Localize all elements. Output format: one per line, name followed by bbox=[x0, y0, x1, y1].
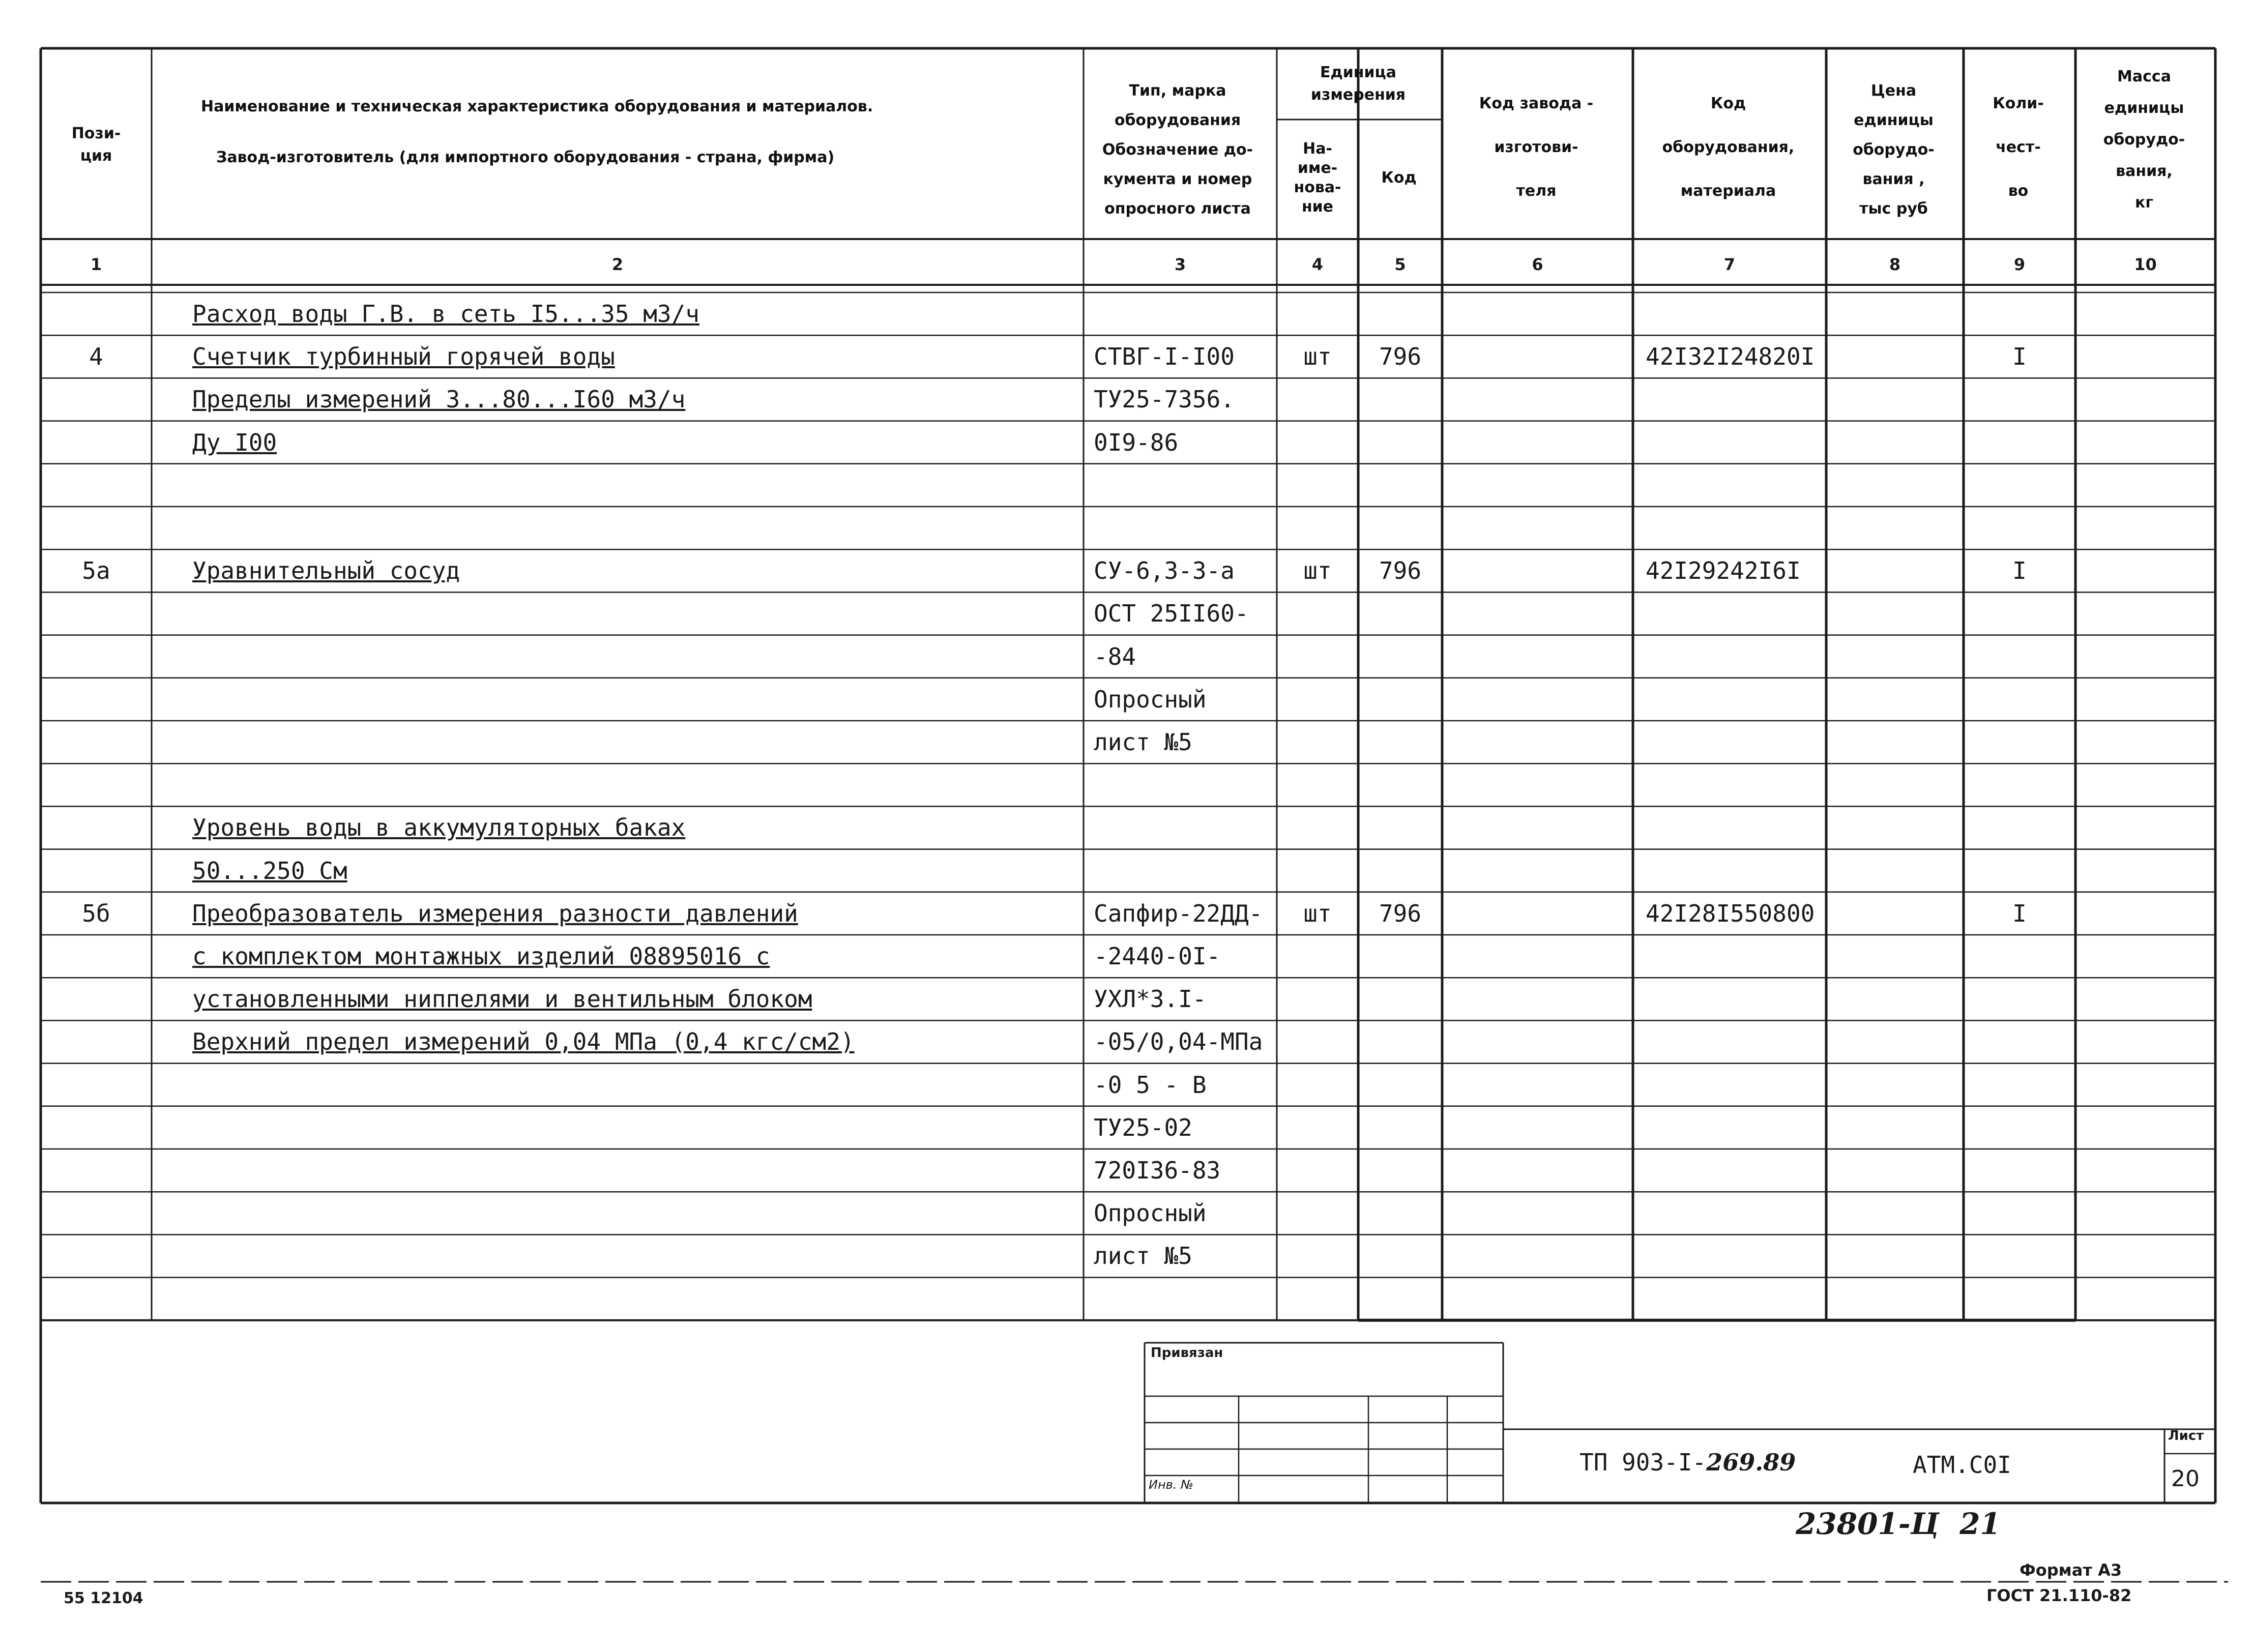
cell-type: -05/0,04-МПа bbox=[1094, 1028, 1263, 1056]
standard-label: ГОСТ 21.110-82 bbox=[1986, 1586, 2132, 1605]
column-number: 7 bbox=[1723, 255, 1736, 274]
cell-equipment-code: 42I32I24820I bbox=[1646, 343, 1815, 371]
cell-unit: шт bbox=[1303, 557, 1332, 585]
left-code: 55 12104 bbox=[64, 1589, 143, 1607]
handwritten-registration-number: 23801-Ц 21 bbox=[1796, 1507, 2001, 1541]
cell-unit-code: 796 bbox=[1379, 899, 1422, 927]
cell-type: СТВГ-I-I00 bbox=[1094, 343, 1235, 371]
cell-type: СУ-6,3-3-а bbox=[1094, 557, 1235, 585]
cell-type: ОСТ 25II60- bbox=[1094, 600, 1249, 628]
sheet-label: Лист bbox=[2168, 1428, 2204, 1443]
cell-type: УХЛ*3.I- bbox=[1094, 985, 1207, 1013]
header-name-line2: Завод-изготовитель (для импортного оборудования - страна, фирма) bbox=[216, 149, 835, 166]
cell-type: -2440-0I- bbox=[1094, 942, 1221, 970]
cell-quantity: I bbox=[2012, 343, 2027, 371]
header-equipment-code: Код оборудования, материала bbox=[1662, 95, 1795, 200]
document-code-handwritten: 269.89 bbox=[1706, 1449, 1796, 1476]
header-unit-group: Единица измерения bbox=[1310, 64, 1406, 104]
cell-name: установленными ниппелями и вентильным блоком bbox=[192, 985, 812, 1013]
cell-unit-code: 796 bbox=[1379, 343, 1422, 371]
cell-quantity: I bbox=[2012, 899, 2027, 927]
cell-name: Верхний предел измерений 0,04 МПа (0,4 кгс/см2) bbox=[192, 1028, 855, 1056]
header-name-line1: Наименование и техническая характеристика оборудования и материалов. bbox=[201, 98, 873, 115]
column-number: 6 bbox=[1532, 255, 1543, 274]
cell-type: 720I36-83 bbox=[1094, 1157, 1221, 1184]
header-unit-code: Код bbox=[1381, 169, 1417, 187]
header-mass: Масса единицы оборудо- вания, кг bbox=[2103, 68, 2185, 212]
cell-unit: шт bbox=[1303, 899, 1332, 927]
cell-type: Сапфир-22ДД- bbox=[1094, 899, 1263, 927]
cell-name: Расход воды Г.В. в сеть I5...35 м3/ч bbox=[192, 300, 699, 328]
cell-position: 5а bbox=[82, 557, 110, 585]
cell-name: Преобразователь измерения разности давлений bbox=[192, 899, 798, 927]
cell-type: Опросный bbox=[1094, 685, 1207, 713]
format-label: Формат А3 bbox=[2020, 1560, 2122, 1580]
header-unit-name: На- име- нова- ние bbox=[1294, 140, 1341, 216]
cell-unit-code: 796 bbox=[1379, 557, 1422, 585]
cell-name: Пределы измерений 3...80...I60 м3/ч bbox=[192, 386, 686, 414]
cell-type: лист №5 bbox=[1094, 1242, 1192, 1270]
header-quantity: Коли- чест- во bbox=[1993, 95, 2044, 200]
cell-position: 5б bbox=[82, 899, 110, 927]
column-number: 1 bbox=[90, 255, 102, 274]
cell-unit: шт bbox=[1303, 343, 1332, 371]
cell-type: ТУ25-7356. bbox=[1094, 386, 1235, 414]
cell-type: -0 5 - В bbox=[1094, 1071, 1207, 1099]
header-price: Цена единицы оборудо- вания , тыс руб bbox=[1853, 82, 1935, 218]
cell-position: 4 bbox=[89, 343, 103, 371]
sheet-number: 20 bbox=[2171, 1466, 2200, 1492]
cell-equipment-code: 42I29242I6I bbox=[1646, 557, 1801, 585]
cell-equipment-code: 42I28I550800 bbox=[1646, 899, 1815, 927]
column-number: 8 bbox=[1889, 255, 1901, 274]
header-factory-code: Код завода - изготови- теля bbox=[1479, 95, 1594, 200]
cell-type: 0I9-86 bbox=[1094, 428, 1179, 456]
document-code-prefix: ТП 903-I- bbox=[1579, 1449, 1707, 1476]
header-position: Пози- ция bbox=[71, 125, 121, 165]
column-number: 2 bbox=[611, 255, 624, 274]
inventory-label: Инв. № bbox=[1149, 1478, 1194, 1492]
cell-type: лист №5 bbox=[1094, 728, 1192, 756]
column-number: 9 bbox=[2013, 255, 2026, 274]
bound-label: Привязан bbox=[1151, 1345, 1223, 1361]
document-code bbox=[1579, 1449, 1796, 1476]
cell-quantity: I bbox=[2012, 557, 2027, 585]
cell-type: ТУ25-02 bbox=[1094, 1113, 1192, 1141]
cell-name: Уровень воды в аккумуляторных баках bbox=[192, 814, 686, 842]
cell-name: с комплектом монтажных изделий 08895016 с bbox=[192, 942, 770, 970]
cell-name: 50...250 См bbox=[192, 857, 347, 884]
cell-type: -84 bbox=[1094, 642, 1136, 670]
cell-name: Счетчик турбинный горячей воды bbox=[192, 343, 615, 371]
column-number: 3 bbox=[1174, 255, 1186, 274]
document-mark: АТМ.С0I bbox=[1913, 1451, 2011, 1479]
cell-type: Опросный bbox=[1094, 1199, 1207, 1227]
column-number: 10 bbox=[2134, 255, 2157, 274]
column-number: 5 bbox=[1394, 255, 1406, 274]
header-type: Тип, марка оборудования Обозначение до- кумента и номер опросного листа bbox=[1102, 82, 1253, 218]
cell-name: Уравнительный сосуд bbox=[192, 557, 460, 585]
cell-name: Ду I00 bbox=[192, 428, 277, 456]
column-number: 4 bbox=[1311, 255, 1324, 274]
